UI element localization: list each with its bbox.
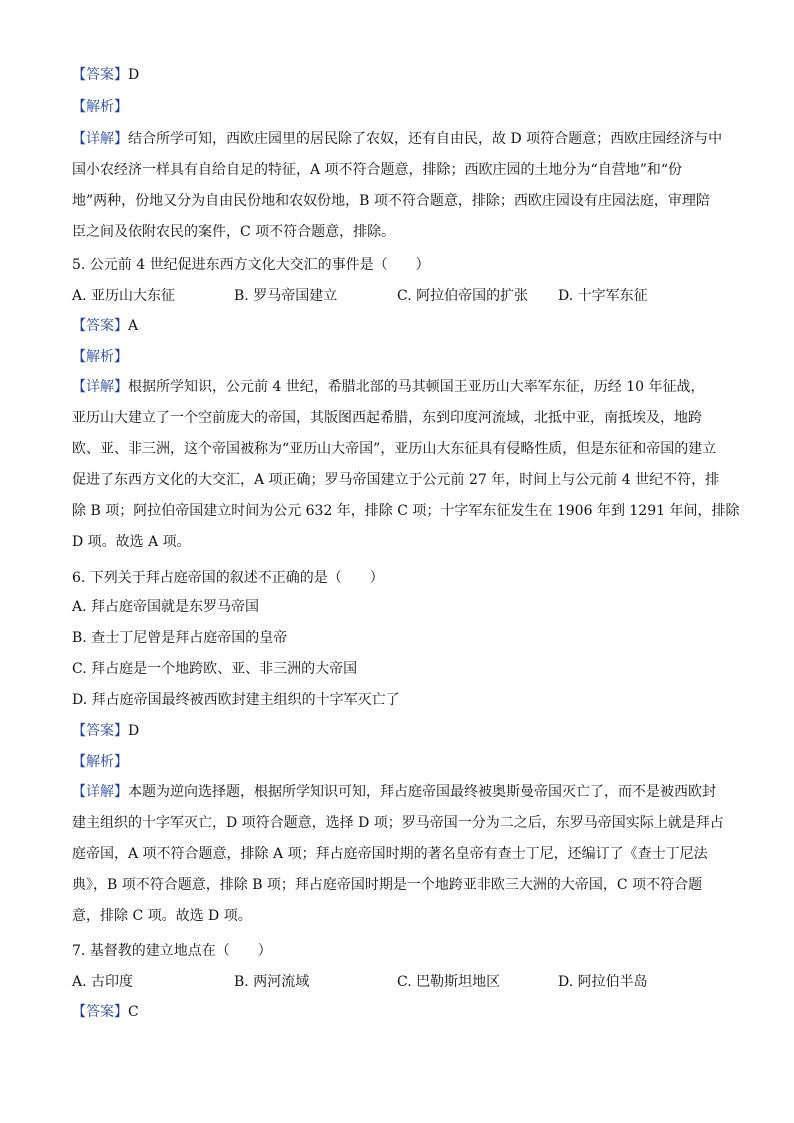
detail-paragraph	[72, 124, 724, 248]
answer-tag: 【答案】	[72, 318, 128, 334]
detail-paragraph	[72, 777, 724, 932]
detail-line: 地”两种，份地又分为自由民份地和农奴份地，B 项不符合题意，排除；西欧庄园设有庄园法庭，审理陪	[72, 193, 710, 209]
detail-tag: 【详解】	[72, 131, 128, 147]
detail-line: 建主组织的十字军灭亡，D 项符合题意，选择 D 项；罗马帝国一分为二之后，东罗马帝国实际上就是拜占	[72, 815, 724, 831]
option-d: D. 十字军东征	[558, 288, 648, 304]
detail-line: 意，排除 C 项。故选 D 项。	[72, 908, 252, 924]
detail-paragraph	[72, 372, 740, 558]
option-c: C. 拜占庭是一个地跨欧、亚、非三洲的大帝国	[72, 661, 358, 677]
answer-value: A	[128, 318, 139, 334]
detail-line: 促进了东西方文化的大交汇，A 项正确；罗马帝国建立于公元前 27 年，时间上与公元前 4 世纪不符，排	[72, 472, 720, 488]
detail-line: D 项。故选 A 项。	[72, 534, 191, 550]
detail-line: 庭帝国，A 项不符合题意，排除 A 项；拜占庭帝国时期的著名皇帝有查士丁尼，还编订了《查士丁尼法	[72, 846, 708, 862]
detail-line: 【详解】结合所学可知，西欧庄园里的居民除了农奴，还有自由民，故 D 项符合题意；西欧庄园经济与中	[72, 131, 723, 147]
option-b: B. 两河流域	[234, 974, 310, 990]
answer-line	[72, 1002, 139, 1022]
detail-tag: 【详解】	[72, 379, 128, 395]
detail-line: 典》，B 项不符合题意，排除 B 项；拜占庭帝国时期是一个地跨亚非欧三大洲的大帝国，C 项不符合题	[72, 877, 703, 893]
analysis-line	[72, 752, 128, 772]
question-stem: 7. 基督教的建立地点在（ ）	[72, 943, 272, 959]
detail-tag: 【详解】	[72, 784, 128, 800]
answer-value: D	[128, 67, 140, 83]
answer-line	[72, 316, 138, 336]
detail-line: 臣之间及依附农民的案件，C 项不符合题意，排除。	[72, 224, 396, 240]
answer-tag: 【答案】	[72, 67, 128, 83]
option-a: A. 亚历山大东征	[72, 288, 176, 304]
option-d: D. 阿拉伯半岛	[558, 974, 648, 990]
answer-value: D	[128, 723, 140, 739]
detail-line: 亚历山大建立了一个空前庞大的帝国，其版图西起希腊，东到印度河流域，北抵中亚，南抵埃及，地跨	[72, 410, 702, 426]
analysis-tag: 【解析】	[72, 349, 128, 365]
analysis-line	[72, 97, 128, 117]
answer-line	[72, 721, 139, 741]
option-c: C. 阿拉伯帝国的扩张	[397, 288, 529, 304]
detail-line: 欧、亚、非三洲，这个帝国被称为“亚历山大帝国”，亚历山大东征具有侵略性质，但是东征和帝国的建立	[72, 441, 717, 457]
detail-line: 【详解】根据所学知识，公元前 4 世纪，希腊北部的马其顿国王亚历山大率军东征，历经 10 年征战，	[72, 379, 705, 395]
analysis-tag: 【解析】	[72, 754, 128, 770]
answer-tag: 【答案】	[72, 723, 128, 739]
option-b: B. 罗马帝国建立	[234, 288, 338, 304]
question-stem: 6. 下列关于拜占庭帝国的叙述不正确的是（ ）	[72, 570, 384, 586]
detail-line: 国小农经济一样具有自给自足的特征，A 项不符合题意，排除；西欧庄园的土地分为“自营地”和“份	[72, 162, 683, 178]
question-stem: 5. 公元前 4 世纪促进东西方文化大交汇的事件是（ ）	[72, 257, 430, 273]
answer-tag: 【答案】	[72, 1004, 128, 1020]
analysis-tag: 【解析】	[72, 99, 128, 115]
option-b: B. 查士丁尼曾是拜占庭帝国的皇帝	[72, 630, 288, 646]
option-a: A. 古印度	[72, 974, 134, 990]
option-a: A. 拜占庭帝国就是东罗马帝国	[72, 599, 260, 615]
detail-line: 除 B 项；阿拉伯帝国建立时间为公元 632 年，排除 C 项；十字军东征发生在 1906 年到 1291 年间，排除	[72, 503, 740, 519]
answer-value: C	[128, 1004, 139, 1020]
option-d: D. 拜占庭帝国最终被西欧封建主组织的十字军灭亡了	[72, 692, 400, 708]
analysis-line	[72, 347, 128, 367]
option-c: C. 巴勒斯坦地区	[397, 974, 501, 990]
detail-line: 【详解】本题为逆向选择题，根据所学知识可知，拜占庭帝国最终被奥斯曼帝国灭亡了，而不是被西欧封	[72, 784, 716, 800]
answer-line	[72, 65, 139, 85]
